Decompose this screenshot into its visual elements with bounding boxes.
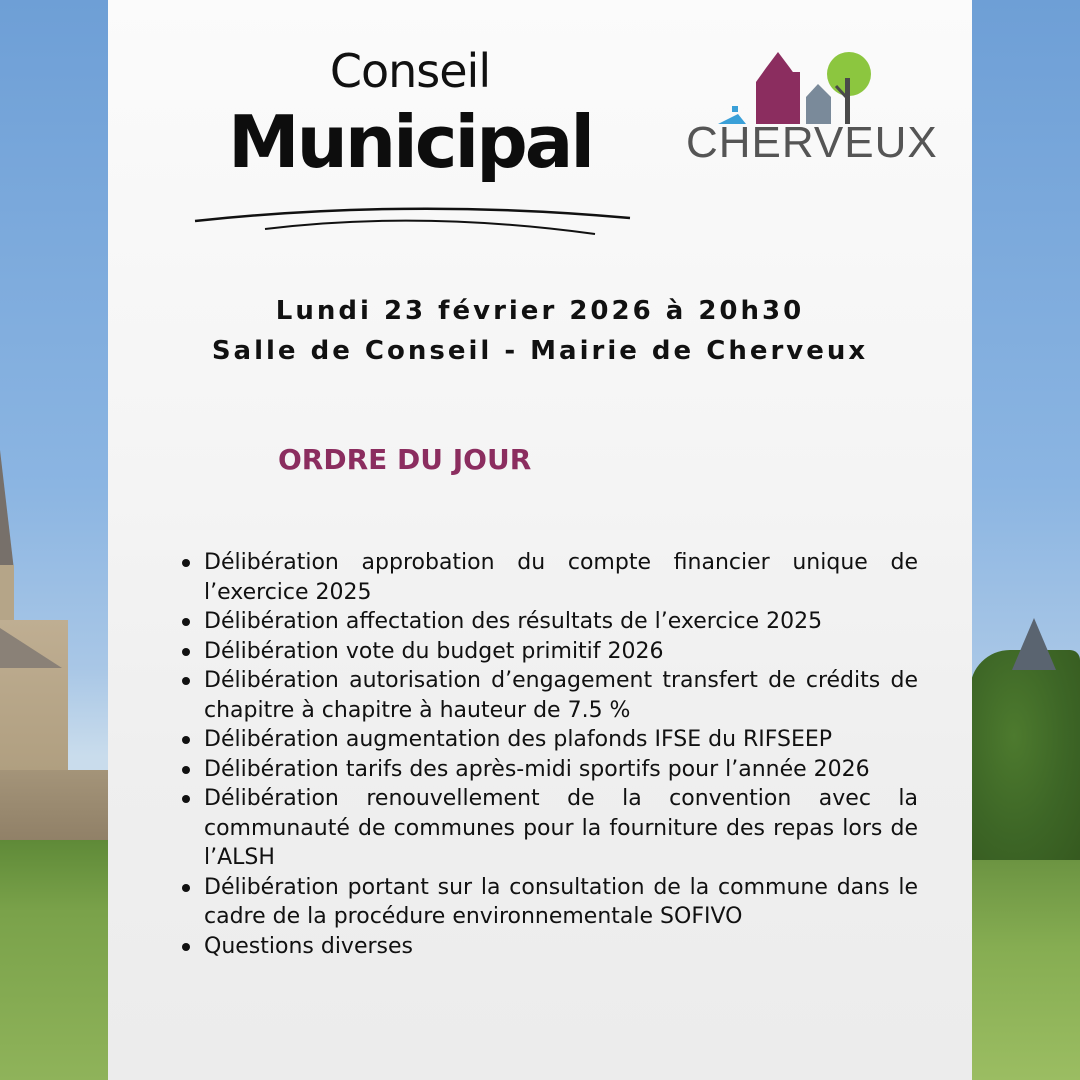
list-item xyxy=(180,548,918,607)
trees-right xyxy=(970,650,1080,865)
church-roof xyxy=(0,628,62,668)
bullet-icon xyxy=(182,648,190,656)
agenda-item-text: Délibération renouvellement de la convention avec la communauté de communes pour la fourniture des repas lors de l’ALSH xyxy=(204,786,918,870)
bullet-icon xyxy=(182,943,190,951)
agenda-item-text: Délibération portant sur la consultation de la commune dans le cadre de la procédure environnementale SOFIVO xyxy=(204,874,918,929)
bullet-icon xyxy=(182,618,190,626)
agenda-item-text: Délibération approbation du compte financier unique de l’exercice 2025 xyxy=(204,550,918,605)
bullet-icon xyxy=(182,559,190,567)
agenda-list xyxy=(180,548,918,961)
agenda-item-text: Délibération vote du budget primitif 2026 xyxy=(204,638,664,664)
list-item xyxy=(180,637,918,667)
list-item xyxy=(180,607,918,637)
bullet-icon xyxy=(182,677,190,685)
agenda-item-text: Délibération affectation des résultats de l’exercice 2025 xyxy=(204,609,823,634)
church-spire xyxy=(0,450,14,570)
agenda-title: ORDRE DU JOUR xyxy=(278,443,532,476)
agenda-item-text: Délibération tarifs des après-midi sportifs pour l’année 2026 xyxy=(204,756,870,782)
list-item xyxy=(180,666,918,725)
list-item xyxy=(180,784,918,873)
list-item xyxy=(180,725,918,755)
grass-field-right xyxy=(970,860,1080,1080)
bullet-icon xyxy=(182,884,190,892)
meeting-place: Salle de Conseil - Mairie de Cherveux xyxy=(211,336,869,366)
bullet-icon xyxy=(182,795,190,803)
title-conseil: Conseil xyxy=(329,44,491,98)
bullet-icon xyxy=(182,766,190,774)
castle-tower-right xyxy=(1012,618,1056,670)
logo-text: CHERVEUX xyxy=(686,118,938,167)
bullet-icon xyxy=(182,736,190,744)
grass-field-left xyxy=(0,840,110,1080)
list-item xyxy=(180,755,918,785)
house-icon xyxy=(756,52,800,124)
agenda-item-text: Délibération augmentation des plafonds IFSE du RIFSEEP xyxy=(204,727,833,752)
meeting-date: Lundi 23 février 2026 à 20h30 xyxy=(275,296,805,326)
stone-wall xyxy=(0,770,108,845)
agenda-item-text: Questions diverses xyxy=(204,933,413,959)
list-item xyxy=(180,873,918,932)
agenda-item-text: Délibération autorisation d’engagement transfert de crédits de chapitre à chapitre à hauteur de 7.5 % xyxy=(204,668,918,723)
underline-swoosh xyxy=(190,196,640,246)
list-item xyxy=(180,932,918,962)
title-municipal: Municipal xyxy=(227,100,592,184)
